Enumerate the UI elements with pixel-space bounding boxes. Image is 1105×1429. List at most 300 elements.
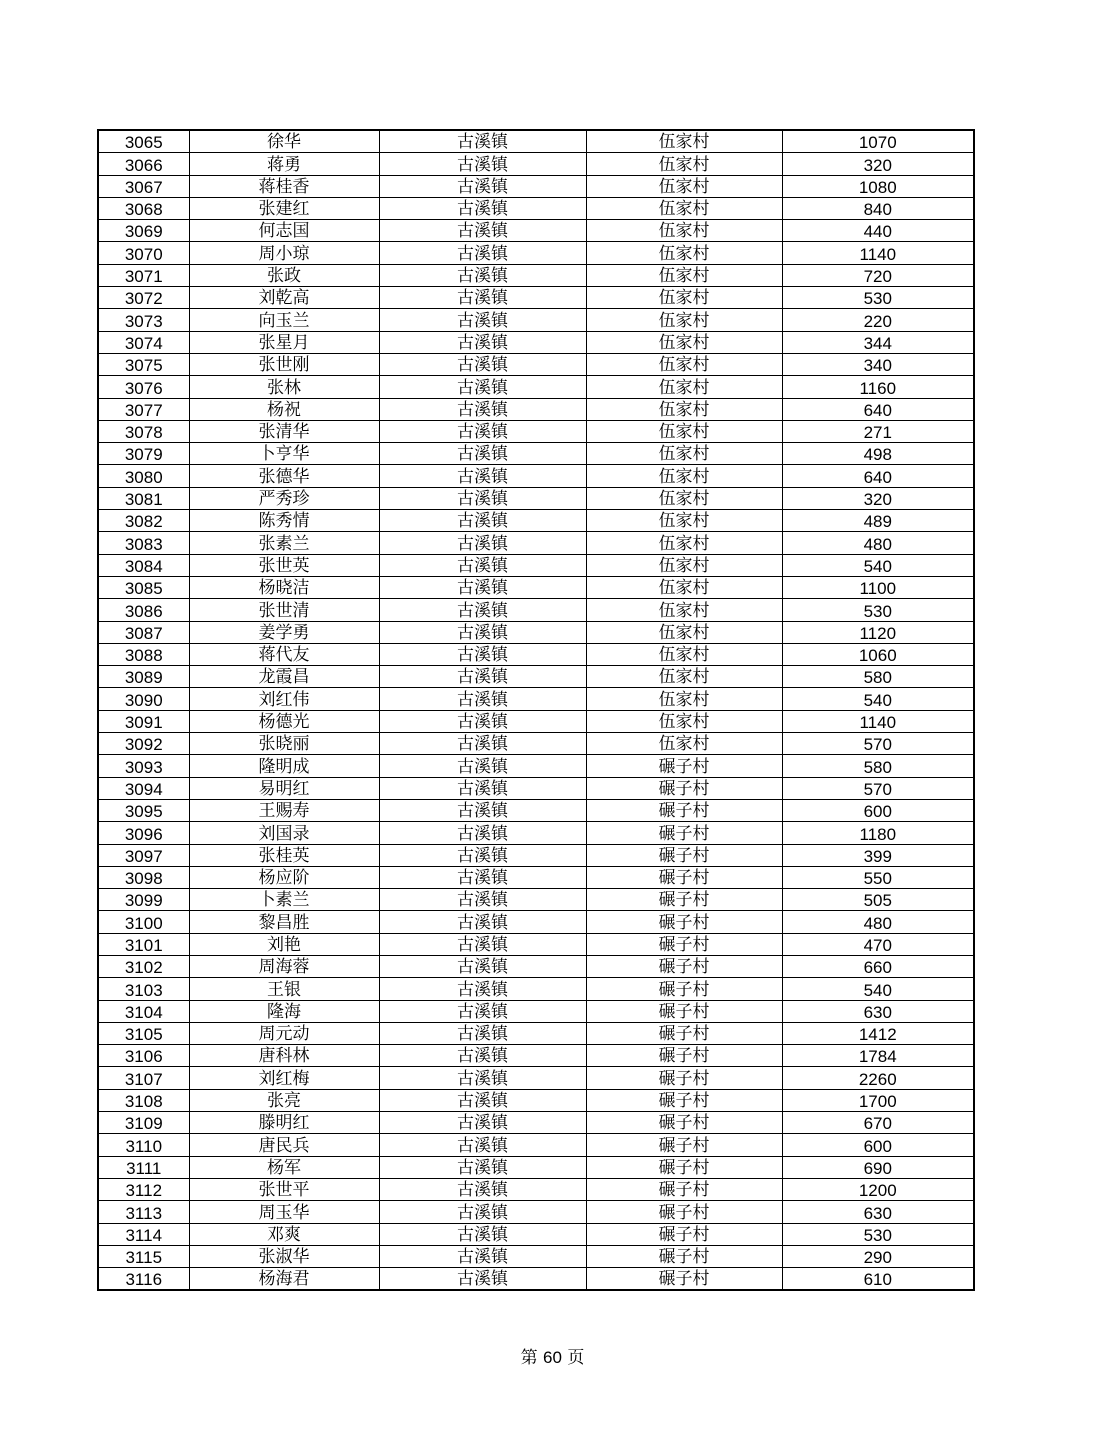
table-body [98,130,974,1290]
row-number-cell: 3097 [98,844,189,866]
town-cell: 古溪镇 [379,599,586,621]
town-cell: 古溪镇 [379,1156,586,1178]
row-number-cell: 3085 [98,576,189,598]
village-cell: 伍家村 [586,175,782,197]
village-cell: 碾子村 [586,1022,782,1044]
page-number: 60 [543,1348,562,1367]
name-cell: 周元动 [189,1022,379,1044]
amount-cell: 530 [782,1223,974,1245]
town-cell: 古溪镇 [379,643,586,665]
town-cell: 古溪镇 [379,1245,586,1267]
amount-cell: 1070 [782,130,974,153]
village-cell: 碾子村 [586,844,782,866]
table-row [98,175,974,197]
village-cell: 伍家村 [586,331,782,353]
town-cell: 古溪镇 [379,487,586,509]
name-cell: 张世平 [189,1178,379,1200]
amount-cell: 840 [782,197,974,219]
village-cell: 伍家村 [586,287,782,309]
amount-cell: 600 [782,1134,974,1156]
name-cell: 张清华 [189,420,379,442]
village-cell: 伍家村 [586,666,782,688]
row-number-cell: 3084 [98,554,189,576]
table-row [98,777,974,799]
table-row [98,911,974,933]
table-row [98,197,974,219]
row-number-cell: 3093 [98,755,189,777]
amount-cell: 498 [782,443,974,465]
village-cell: 伍家村 [586,688,782,710]
name-cell: 周玉华 [189,1201,379,1223]
table-row [98,1045,974,1067]
name-cell: 滕明红 [189,1112,379,1134]
town-cell: 古溪镇 [379,889,586,911]
table-row [98,1022,974,1044]
table-row [98,733,974,755]
name-cell: 蒋勇 [189,153,379,175]
name-cell: 周海蓉 [189,955,379,977]
row-number-cell: 3082 [98,510,189,532]
town-cell: 古溪镇 [379,175,586,197]
town-cell: 古溪镇 [379,1089,586,1111]
name-cell: 张晓丽 [189,733,379,755]
name-cell: 刘艳 [189,933,379,955]
amount-cell: 1160 [782,376,974,398]
row-number-cell: 3107 [98,1067,189,1089]
row-number-cell: 3101 [98,933,189,955]
village-cell: 碾子村 [586,889,782,911]
amount-cell: 630 [782,1000,974,1022]
row-number-cell: 3079 [98,443,189,465]
amount-cell: 470 [782,933,974,955]
town-cell: 古溪镇 [379,688,586,710]
name-cell: 张德华 [189,465,379,487]
name-cell: 龙霞昌 [189,666,379,688]
town-cell: 古溪镇 [379,822,586,844]
table-row [98,510,974,532]
town-cell: 古溪镇 [379,1201,586,1223]
town-cell: 古溪镇 [379,510,586,532]
amount-cell: 630 [782,1201,974,1223]
row-number-cell: 3073 [98,309,189,331]
row-number-cell: 3112 [98,1178,189,1200]
name-cell: 唐科林 [189,1045,379,1067]
town-cell: 古溪镇 [379,844,586,866]
name-cell: 蒋代友 [189,643,379,665]
table-row [98,1201,974,1223]
amount-cell: 640 [782,398,974,420]
village-cell: 伍家村 [586,376,782,398]
village-cell: 伍家村 [586,554,782,576]
row-number-cell: 3087 [98,621,189,643]
name-cell: 刘乾高 [189,287,379,309]
amount-cell: 720 [782,264,974,286]
village-cell: 碾子村 [586,911,782,933]
village-cell: 碾子村 [586,755,782,777]
amount-cell: 540 [782,688,974,710]
table-row [98,353,974,375]
amount-cell: 540 [782,554,974,576]
row-number-cell: 3115 [98,1245,189,1267]
village-cell: 碾子村 [586,1112,782,1134]
name-cell: 严秀珍 [189,487,379,509]
amount-cell: 290 [782,1245,974,1267]
table-row [98,799,974,821]
row-number-cell: 3071 [98,264,189,286]
village-cell: 伍家村 [586,220,782,242]
row-number-cell: 3106 [98,1045,189,1067]
table-row [98,955,974,977]
village-cell: 伍家村 [586,532,782,554]
row-number-cell: 3090 [98,688,189,710]
amount-cell: 440 [782,220,974,242]
row-number-cell: 3095 [98,799,189,821]
row-number-cell: 3110 [98,1134,189,1156]
row-number-cell: 3094 [98,777,189,799]
row-number-cell: 3109 [98,1112,189,1134]
footer-prefix: 第 [520,1348,538,1368]
row-number-cell: 3089 [98,666,189,688]
row-number-cell: 3067 [98,175,189,197]
table-row [98,309,974,331]
amount-cell: 320 [782,487,974,509]
town-cell: 古溪镇 [379,866,586,888]
amount-cell: 540 [782,978,974,1000]
village-cell: 碾子村 [586,1134,782,1156]
row-number-cell: 3070 [98,242,189,264]
name-cell: 张世刚 [189,353,379,375]
town-cell: 古溪镇 [379,153,586,175]
name-cell: 张世清 [189,599,379,621]
village-cell: 伍家村 [586,599,782,621]
town-cell: 古溪镇 [379,621,586,643]
table-row [98,844,974,866]
table-row [98,242,974,264]
row-number-cell: 3098 [98,866,189,888]
table-row [98,554,974,576]
amount-cell: 570 [782,733,974,755]
town-cell: 古溪镇 [379,955,586,977]
town-cell: 古溪镇 [379,353,586,375]
name-cell: 刘红梅 [189,1067,379,1089]
village-cell: 伍家村 [586,487,782,509]
amount-cell: 640 [782,465,974,487]
row-number-cell: 3066 [98,153,189,175]
name-cell: 张政 [189,264,379,286]
town-cell: 古溪镇 [379,376,586,398]
town-cell: 古溪镇 [379,398,586,420]
town-cell: 古溪镇 [379,933,586,955]
table-row [98,688,974,710]
town-cell: 古溪镇 [379,710,586,732]
table-row [98,220,974,242]
table-row [98,1112,974,1134]
amount-cell: 2260 [782,1067,974,1089]
village-cell: 碾子村 [586,1156,782,1178]
row-number-cell: 3068 [98,197,189,219]
row-number-cell: 3103 [98,978,189,1000]
name-cell: 杨祝 [189,398,379,420]
village-cell: 碾子村 [586,933,782,955]
table-row [98,822,974,844]
row-number-cell: 3080 [98,465,189,487]
table-row [98,755,974,777]
name-cell: 刘国录 [189,822,379,844]
amount-cell: 1200 [782,1178,974,1200]
name-cell: 杨海君 [189,1268,379,1291]
name-cell: 邓爽 [189,1223,379,1245]
row-number-cell: 3104 [98,1000,189,1022]
table-row [98,599,974,621]
amount-cell: 660 [782,955,974,977]
row-number-cell: 3102 [98,955,189,977]
amount-cell: 1080 [782,175,974,197]
village-cell: 伍家村 [586,443,782,465]
row-number-cell: 3069 [98,220,189,242]
town-cell: 古溪镇 [379,443,586,465]
table-row [98,1245,974,1267]
village-cell: 伍家村 [586,398,782,420]
name-cell: 隆海 [189,1000,379,1022]
village-cell: 伍家村 [586,197,782,219]
amount-cell: 1060 [782,643,974,665]
table-row [98,666,974,688]
table-row [98,487,974,509]
village-cell: 伍家村 [586,465,782,487]
amount-cell: 690 [782,1156,974,1178]
table-row [98,978,974,1000]
amount-cell: 570 [782,777,974,799]
amount-cell: 1784 [782,1045,974,1067]
town-cell: 古溪镇 [379,554,586,576]
name-cell: 隆明成 [189,755,379,777]
row-number-cell: 3076 [98,376,189,398]
row-number-cell: 3099 [98,889,189,911]
town-cell: 古溪镇 [379,576,586,598]
row-number-cell: 3113 [98,1201,189,1223]
village-cell: 伍家村 [586,576,782,598]
table-row [98,331,974,353]
name-cell: 张桂英 [189,844,379,866]
village-cell: 碾子村 [586,1223,782,1245]
amount-cell: 1140 [782,710,974,732]
town-cell: 古溪镇 [379,130,586,153]
town-cell: 古溪镇 [379,465,586,487]
table-row [98,420,974,442]
village-cell: 伍家村 [586,130,782,153]
amount-cell: 220 [782,309,974,331]
table-row [98,643,974,665]
page-footer [0,1343,1105,1368]
amount-cell: 600 [782,799,974,821]
table-row [98,1000,974,1022]
row-number-cell: 3081 [98,487,189,509]
amount-cell: 271 [782,420,974,442]
village-cell: 碾子村 [586,1000,782,1022]
town-cell: 古溪镇 [379,242,586,264]
village-cell: 碾子村 [586,822,782,844]
village-cell: 碾子村 [586,1245,782,1267]
name-cell: 张素兰 [189,532,379,554]
table-row [98,153,974,175]
table-row [98,1223,974,1245]
table-row [98,576,974,598]
amount-cell: 1180 [782,822,974,844]
village-cell: 伍家村 [586,242,782,264]
amount-cell: 480 [782,532,974,554]
table-row [98,398,974,420]
table-row [98,1089,974,1111]
table-row [98,1067,974,1089]
row-number-cell: 3086 [98,599,189,621]
village-cell: 碾子村 [586,1067,782,1089]
name-cell: 杨德光 [189,710,379,732]
name-cell: 杨应阶 [189,866,379,888]
name-cell: 蒋桂香 [189,175,379,197]
name-cell: 卜素兰 [189,889,379,911]
table-row [98,1178,974,1200]
table-row [98,287,974,309]
town-cell: 古溪镇 [379,755,586,777]
row-number-cell: 3116 [98,1268,189,1291]
table-row [98,1156,974,1178]
town-cell: 古溪镇 [379,777,586,799]
village-cell: 伍家村 [586,621,782,643]
table-row [98,621,974,643]
town-cell: 古溪镇 [379,1223,586,1245]
row-number-cell: 3105 [98,1022,189,1044]
town-cell: 古溪镇 [379,978,586,1000]
table-row [98,889,974,911]
row-number-cell: 3092 [98,733,189,755]
name-cell: 张世英 [189,554,379,576]
village-cell: 伍家村 [586,733,782,755]
town-cell: 古溪镇 [379,197,586,219]
name-cell: 张亮 [189,1089,379,1111]
amount-cell: 530 [782,287,974,309]
table-row [98,264,974,286]
amount-cell: 610 [782,1268,974,1291]
amount-cell: 670 [782,1112,974,1134]
amount-cell: 1100 [782,576,974,598]
amount-cell: 580 [782,666,974,688]
town-cell: 古溪镇 [379,666,586,688]
row-number-cell: 3074 [98,331,189,353]
name-cell: 唐民兵 [189,1134,379,1156]
row-number-cell: 3111 [98,1156,189,1178]
table-row [98,1268,974,1291]
name-cell: 杨晓洁 [189,576,379,598]
town-cell: 古溪镇 [379,420,586,442]
amount-cell: 489 [782,510,974,532]
table-row [98,532,974,554]
name-cell: 张林 [189,376,379,398]
amount-cell: 505 [782,889,974,911]
name-cell: 王银 [189,978,379,1000]
amount-cell: 580 [782,755,974,777]
village-cell: 碾子村 [586,799,782,821]
row-number-cell: 3083 [98,532,189,554]
name-cell: 杨军 [189,1156,379,1178]
row-number-cell: 3108 [98,1089,189,1111]
town-cell: 古溪镇 [379,264,586,286]
name-cell: 徐华 [189,130,379,153]
village-cell: 碾子村 [586,1268,782,1291]
town-cell: 古溪镇 [379,532,586,554]
row-number-cell: 3091 [98,710,189,732]
name-cell: 周小琼 [189,242,379,264]
table-row [98,710,974,732]
name-cell: 易明红 [189,777,379,799]
row-number-cell: 3078 [98,420,189,442]
amount-cell: 530 [782,599,974,621]
name-cell: 何志国 [189,220,379,242]
row-number-cell: 3100 [98,911,189,933]
village-cell: 伍家村 [586,353,782,375]
village-cell: 伍家村 [586,510,782,532]
village-cell: 碾子村 [586,1045,782,1067]
amount-cell: 340 [782,353,974,375]
village-cell: 伍家村 [586,710,782,732]
table-row [98,1134,974,1156]
town-cell: 古溪镇 [379,733,586,755]
town-cell: 古溪镇 [379,1112,586,1134]
town-cell: 古溪镇 [379,1045,586,1067]
town-cell: 古溪镇 [379,799,586,821]
amount-cell: 1120 [782,621,974,643]
amount-cell: 1412 [782,1022,974,1044]
town-cell: 古溪镇 [379,1178,586,1200]
village-cell: 伍家村 [586,309,782,331]
name-cell: 卜亨华 [189,443,379,465]
name-cell: 向玉兰 [189,309,379,331]
row-number-cell: 3065 [98,130,189,153]
table-row [98,376,974,398]
row-number-cell: 3088 [98,643,189,665]
name-cell: 张建红 [189,197,379,219]
row-number-cell: 3072 [98,287,189,309]
village-cell: 伍家村 [586,264,782,286]
amount-cell: 320 [782,153,974,175]
amount-cell: 1140 [782,242,974,264]
village-cell: 碾子村 [586,1178,782,1200]
row-number-cell: 3096 [98,822,189,844]
table-row [98,866,974,888]
name-cell: 张星月 [189,331,379,353]
village-cell: 伍家村 [586,153,782,175]
town-cell: 古溪镇 [379,1000,586,1022]
footer-suffix: 页 [567,1348,585,1368]
amount-cell: 480 [782,911,974,933]
town-cell: 古溪镇 [379,1268,586,1291]
amount-cell: 399 [782,844,974,866]
table-row [98,130,974,153]
row-number-cell: 3075 [98,353,189,375]
name-cell: 陈秀情 [189,510,379,532]
town-cell: 古溪镇 [379,309,586,331]
village-cell: 碾子村 [586,1201,782,1223]
town-cell: 古溪镇 [379,911,586,933]
village-cell: 伍家村 [586,420,782,442]
village-cell: 碾子村 [586,955,782,977]
village-cell: 碾子村 [586,777,782,799]
village-cell: 碾子村 [586,866,782,888]
town-cell: 古溪镇 [379,287,586,309]
name-cell: 刘红伟 [189,688,379,710]
table-row [98,465,974,487]
name-cell: 王赐寿 [189,799,379,821]
town-cell: 古溪镇 [379,1134,586,1156]
